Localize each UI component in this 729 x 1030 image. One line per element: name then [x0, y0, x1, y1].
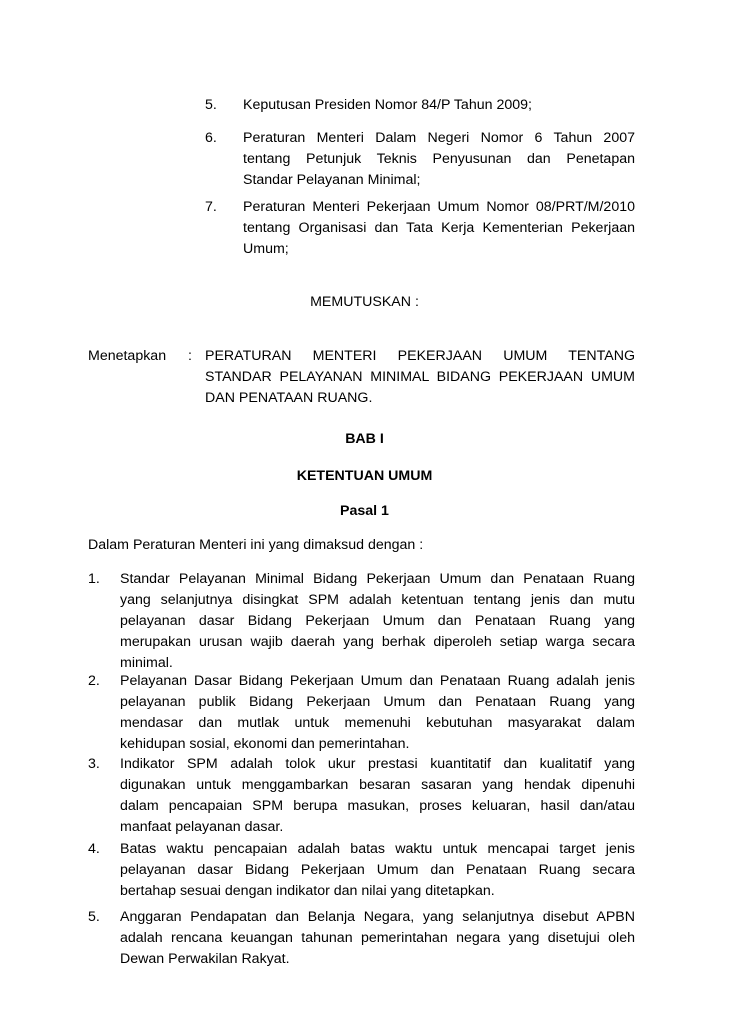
definition-number: 2. [88, 673, 100, 689]
definition-line: Pelayanan Dasar Bidang Pekerjaan Umum dan Penataan Ruang adalah jenis [120, 673, 635, 689]
consideration-line: Standar Pelayanan Minimal; [243, 172, 421, 188]
consideration-number: 5. [205, 97, 217, 113]
definition-line: merupakan urusan wajib daerah yang berhak diperoleh setiap warga secara [120, 634, 635, 650]
definition-line: minimal. [120, 655, 173, 671]
definition-line: Dewan Perwakilan Rakyat. [120, 951, 290, 967]
menetapkan-text [205, 346, 635, 409]
consideration-item [243, 95, 635, 116]
decision-heading: MEMUTUSKAN : [310, 294, 419, 310]
definition-line: adalah rencana keuangan tahunan pemerintahan negara yang disetujui oleh [120, 930, 635, 946]
article-heading: Pasal 1 [340, 503, 389, 519]
consideration-item [243, 128, 635, 191]
consideration-line: Peraturan Menteri Pekerjaan Umum Nomor 08/PRT/M/2010 [243, 199, 635, 215]
definition-line: manfaat pelayanan dasar. [120, 819, 284, 835]
definition-line: bertahap sesuai dengan indikator dan nilai yang ditetapkan. [120, 883, 495, 899]
menetapkan-line: STANDAR PELAYANAN MINIMAL BIDANG PEKERJAAN UMUM [205, 369, 635, 385]
definition-item [120, 839, 635, 902]
definition-line: kehidupan sosial, ekonomi dan pemerintahan. [120, 736, 410, 752]
consideration-line: Peraturan Menteri Dalam Negeri Nomor 6 Tahun 2007 [243, 130, 635, 146]
definition-line: Batas waktu pencapaian adalah batas waktu untuk mencapai target jenis [120, 841, 635, 857]
menetapkan-line: DAN PENATAAN RUANG. [205, 390, 373, 406]
definition-item [120, 671, 635, 755]
definition-line: mendasar dan mutlak untuk memenuhi kebutuhan masyarakat dalam [120, 715, 635, 731]
menetapkan-colon: : [188, 348, 192, 364]
definition-line: digunakan untuk menggambarkan besaran sasaran yang hendak dipenuhi [120, 777, 635, 793]
consideration-number: 7. [205, 199, 217, 215]
menetapkan-line: PERATURAN MENTERI PEKERJAAN UMUM TENTANG [205, 348, 635, 364]
definition-item [120, 907, 635, 970]
menetapkan-label: Menetapkan [88, 348, 167, 364]
consideration-item [243, 197, 635, 260]
definition-item [120, 754, 635, 838]
consideration-line: Keputusan Presiden Nomor 84/P Tahun 2009; [243, 97, 532, 113]
article-intro: Dalam Peraturan Menteri ini yang dimaksud dengan : [88, 537, 424, 553]
consideration-line: tentang Organisasi dan Tata Kerja Kementerian Pekerjaan [243, 220, 635, 236]
definition-line: pelayanan dasar Bidang Pekerjaan Umum dan Penataan Ruang secara [120, 862, 635, 878]
definition-number: 1. [88, 571, 100, 587]
definition-line: yang selanjutnya disingkat SPM adalah ketentuan tentang jenis dan mutu [120, 592, 635, 608]
definition-number: 3. [88, 756, 100, 772]
consideration-line: Umum; [243, 241, 289, 257]
definition-line: Indikator SPM adalah tolok ukur prestasi kuantitatif dan kualitatif yang [120, 756, 635, 772]
consideration-line: tentang Petunjuk Teknis Penyusunan dan Penetapan [243, 151, 635, 167]
definition-number: 4. [88, 841, 100, 857]
definition-line: pelayanan publik Bidang Pekerjaan Umum dan Penataan Ruang yang [120, 694, 635, 710]
chapter-title: KETENTUAN UMUM [296, 468, 433, 484]
definition-line: Anggaran Pendapatan dan Belanja Negara, yang selanjutnya disebut APBN [120, 909, 635, 925]
definition-number: 5. [88, 909, 100, 925]
chapter-heading: BAB I [345, 431, 384, 447]
definition-item [120, 569, 635, 674]
consideration-number: 6. [205, 130, 217, 146]
definition-line: dalam pencapaian SPM berupa masukan, proses keluaran, hasil dan/atau [120, 798, 635, 814]
definition-line: Standar Pelayanan Minimal Bidang Pekerjaan Umum dan Penataan Ruang [120, 571, 635, 587]
definition-line: pelayanan dasar Bidang Pekerjaan Umum dan Penataan Ruang yang [120, 613, 635, 629]
